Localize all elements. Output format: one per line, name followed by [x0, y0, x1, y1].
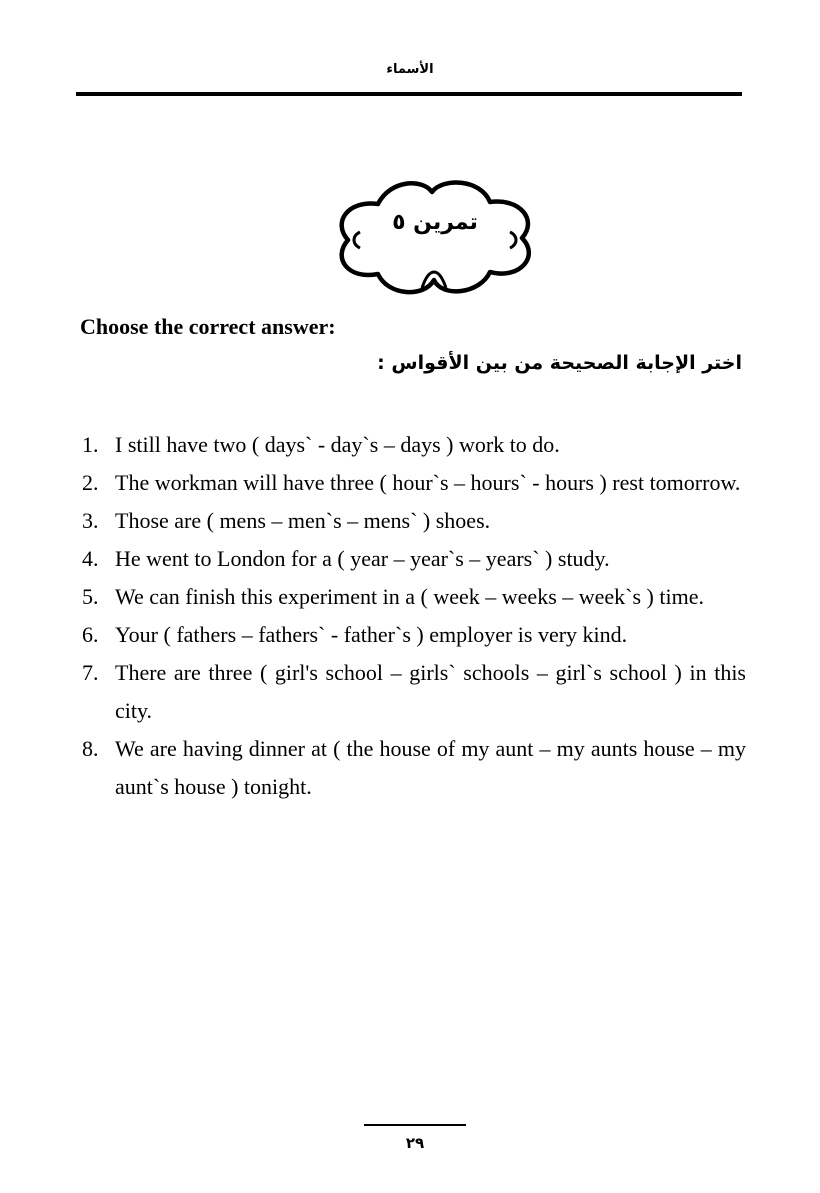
question-number: 8.: [82, 736, 99, 761]
question-item: [82, 654, 746, 730]
question-item: [82, 578, 746, 616]
page-number: ٢٩: [405, 1134, 425, 1152]
question-text: There are three ( girl's school – girls` schools – girl`s school ) in this city.: [115, 660, 746, 723]
question-text: I still have two ( days` - day`s – days ) work to do.: [115, 432, 560, 457]
question-number: 6.: [82, 622, 99, 647]
running-head-title: الأسماء: [386, 62, 434, 77]
instruction-arabic: اختر الإجابة الصحيحة من بين الأقواس :: [377, 352, 742, 374]
question-text: We can finish this experiment in a ( week – weeks – week`s ) time.: [115, 584, 704, 609]
exercise-badge: [330, 176, 540, 300]
cloud-frame-icon: [330, 176, 540, 300]
question-item: [82, 616, 746, 654]
question-text: We are having dinner at ( the house of my aunt – my aunts house – my aunt`s house ) tonight.: [115, 736, 746, 799]
question-number: 1.: [82, 432, 99, 457]
question-text: The workman will have three ( hour`s – hours` - hours ) rest tomorrow.: [115, 470, 741, 495]
question-number: 3.: [82, 508, 99, 533]
question-item: [82, 502, 746, 540]
question-text: Those are ( mens – men`s – mens` ) shoes.: [115, 508, 491, 533]
question-item: [82, 426, 746, 464]
question-item: [82, 464, 746, 502]
instruction-english: Choose the correct answer:: [80, 314, 336, 339]
question-number: 4.: [82, 546, 99, 571]
question-item: [82, 730, 746, 806]
header-double-rule: [76, 92, 742, 96]
question-text: He went to London for a ( year – year`s – years` ) study.: [115, 546, 610, 571]
exercise-title: تمرين ٥: [392, 210, 478, 235]
footer-rule: [364, 1124, 466, 1126]
question-number: 2.: [82, 470, 99, 495]
question-number: 5.: [82, 584, 99, 609]
question-item: [82, 540, 746, 578]
question-number: 7.: [82, 660, 99, 685]
question-list: [82, 426, 746, 806]
question-text: Your ( fathers – fathers` - father`s ) employer is very kind.: [115, 622, 628, 647]
